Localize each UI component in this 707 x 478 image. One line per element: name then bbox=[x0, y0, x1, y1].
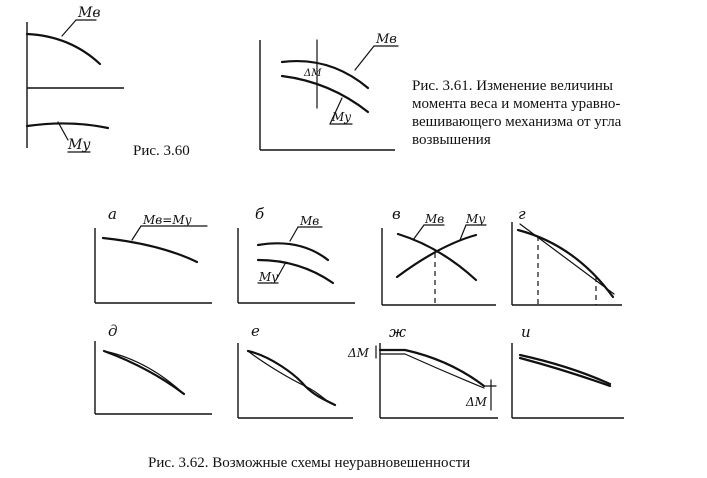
panel-g-letter: г bbox=[518, 205, 526, 223]
panel-a-letter: а bbox=[108, 205, 117, 223]
panel-v-curve-falling bbox=[398, 234, 476, 280]
panel-v-label-right: Mу bbox=[466, 212, 486, 226]
panel-a-leader bbox=[132, 226, 141, 240]
fig362-caption: Рис. 3.62. Возможные схемы неуравновешенности bbox=[148, 455, 471, 471]
panel-v-leader-left bbox=[413, 225, 424, 240]
fig360-curve-bottom bbox=[27, 123, 108, 128]
fig360-leader-bottom bbox=[58, 122, 68, 140]
panel-b-label-top: Mв bbox=[300, 214, 320, 228]
panel-b-curve-top bbox=[258, 243, 328, 260]
fig360-curve-top bbox=[27, 34, 100, 64]
fig361-caption-line-4: возвышения bbox=[412, 132, 491, 148]
fig362-panel-d bbox=[95, 322, 212, 414]
fig-3-61 bbox=[260, 32, 622, 150]
fig361-delta: ΔM bbox=[304, 68, 322, 79]
fig361-caption bbox=[412, 78, 622, 148]
fig362-panel-a bbox=[95, 205, 212, 303]
panel-v-letter: в bbox=[392, 205, 401, 223]
panel-i-curve-a bbox=[520, 355, 610, 384]
fig361-label-top: Mв bbox=[376, 32, 397, 47]
fig360-caption: Рис. 3.60 bbox=[133, 143, 190, 159]
panel-b-letter: б bbox=[255, 205, 265, 223]
panel-b-leader-top bbox=[290, 227, 298, 241]
fig-3-60 bbox=[27, 5, 190, 159]
fig360-label-bottom: Mу bbox=[68, 137, 91, 153]
fig362-panel-e bbox=[238, 322, 353, 418]
panel-v-label-left: Mв bbox=[425, 212, 445, 226]
panel-i-letter: и bbox=[521, 323, 531, 341]
panel-zh-delta-right: ΔM bbox=[466, 395, 487, 409]
fig362-panel-g bbox=[512, 205, 622, 305]
fig362-panel-zh bbox=[347, 323, 498, 418]
fig360-label-top: Mв bbox=[78, 5, 101, 21]
fig361-caption-line-3: вешивающего механизма от угла bbox=[412, 114, 622, 130]
panel-d-curve-b bbox=[104, 351, 184, 394]
panel-zh-delta-left: ΔM bbox=[348, 346, 369, 360]
panel-zh-curve-top bbox=[380, 350, 484, 386]
panel-b-label-bottom: Mу bbox=[259, 270, 279, 284]
panel-d-curve-a bbox=[104, 351, 184, 394]
panel-e-letter: е bbox=[251, 322, 260, 340]
fig361-label-bottom: Mу bbox=[332, 110, 352, 124]
panel-e-curve-b bbox=[248, 351, 335, 405]
panel-d-letter: д bbox=[108, 322, 118, 340]
fig362-panel-i bbox=[512, 323, 624, 418]
panel-i-curve-b bbox=[520, 358, 610, 386]
fig361-curve-top bbox=[282, 61, 368, 88]
panel-zh-letter: ж bbox=[389, 323, 407, 341]
fig361-caption-line-2: момента веса и момента уравно- bbox=[412, 96, 621, 112]
fig360-leader-top bbox=[62, 20, 76, 36]
panel-a-curve bbox=[103, 238, 197, 262]
fig362-panel-v bbox=[382, 205, 496, 305]
panel-zh-curve-bottom bbox=[380, 354, 484, 388]
panel-g-chord bbox=[520, 224, 614, 294]
fig361-leader-top bbox=[355, 46, 374, 70]
panel-g-curve bbox=[518, 230, 613, 297]
fig361-caption-line-1: Рис. 3.61. Изменение величины bbox=[412, 78, 613, 94]
fig362-panel-b bbox=[238, 205, 355, 303]
panel-a-label: Mв=Mу bbox=[143, 213, 192, 227]
fig361-curve-bottom bbox=[282, 76, 368, 112]
